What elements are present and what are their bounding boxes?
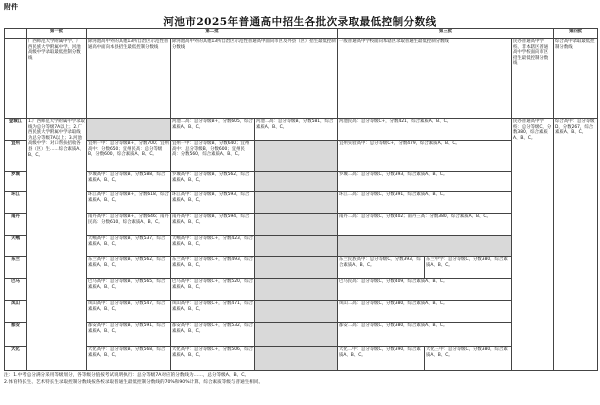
score-cell: 都安二高：总分等级C，分数380，综合素质A、B、C。: [338, 323, 512, 347]
score-cell: 河池二高：总分等级B，分数581，综合素质A、B、C。: [255, 119, 338, 141]
empty-cell: [255, 141, 338, 172]
table-row: [5, 214, 598, 236]
empty-cell: [255, 214, 338, 236]
score-cell: 环江高中：总分等级B+，分数618，综合素质A、B、C。: [87, 192, 171, 214]
score-cell: 凤山高中：总分等级C+，分数471，综合素质A、B、C。: [171, 301, 255, 323]
batch-1-header: 第一批: [27, 29, 87, 39]
empty-cell: [87, 119, 171, 141]
score-cell: 东兰中学：总分等级C，分数380，综合素质A、B、C。: [425, 257, 512, 279]
desc-col-1: 广西师范大学附属中学、广西民族大学附属中学、河池高级中学录取最低控制分数线: [27, 39, 87, 119]
footnote-2: 2.体育特长生、艺术特长生录取控制分数线按各校录取普通生最低控制分数线的70%和90%计算，综合素质等级与普通生相同。: [4, 379, 264, 385]
first-batch-cell: 1.广西师范大学附属中学录取线为总分等级7A以上；2.广西民族大学附属中学录取线为总分等级7A以上；3.河池高级中学：对口帮扶招收各县（区）生……综合素质A、B、C。: [27, 119, 87, 371]
footnotes: [4, 373, 596, 386]
score-cell: 大化二中：总分等级C，分数390，综合素质A、B、C。: [338, 347, 425, 371]
score-cell: 宜州一中：总分等级B+，分数700；宜州高中：分数650；宜州民高：总分等级B，分数600，综合素质A、B、C。: [87, 141, 171, 172]
empty-cell: [255, 301, 338, 323]
county-name: 宜州: [5, 141, 27, 172]
comprehensive-school-cell: 综合高中：总分等级D，分数267，综合素质A、B、C。: [554, 119, 598, 371]
score-cell: 巴马高中：总分等级C+，分数520，综合素质A、B、C。: [171, 279, 255, 301]
score-cell: 天峨高中：总分等级C+，分数423，综合素质A、B、C。: [171, 236, 255, 257]
page-title: 河池市2025年普通高中招生各批次录取最低控制分数线: [163, 16, 437, 28]
empty-cell: [255, 172, 338, 192]
score-cell: 凤山二高：总分等级C，分数380，综合素质A、B、C。: [338, 301, 512, 323]
empty-cell: [255, 192, 338, 214]
table-row: [5, 172, 598, 192]
score-cell: 东兰民族高中：总分等级C，分数393，综合素质A、B、C。: [338, 257, 425, 279]
county-name: 大化: [5, 347, 27, 371]
private-school-cell: 民办普通高中学校：总分等级C，分数380，综合素质A、B、C。: [512, 119, 554, 371]
empty-cell: [255, 257, 338, 279]
table-row: [5, 279, 598, 301]
attachment-label: 附件: [4, 3, 18, 11]
score-cell: 巴马高中：总分等级B，分数565，综合素质A、B、C。: [87, 279, 171, 301]
corner-cell: [5, 29, 27, 39]
empty-cell: [255, 323, 338, 347]
score-cell: 罗城高中：总分等级B，分数588，综合素质A、B、C。: [87, 172, 171, 192]
desc-col-3: 除河池高中外的其他13所自治区示范性普通高中面向市区及外县（区）招生最低控制分数线: [171, 39, 338, 119]
empty-cell: [255, 236, 338, 257]
desc-col-2: 除河池高中外的其他13所自治区示范性普通高中面向本县招生最低控制分数线: [87, 39, 171, 119]
score-cell: 东兰高中：总分等级B，分数562，综合素质A、B、C。: [87, 257, 171, 279]
score-cell: 大化高中：总分等级C+，分数506，综合素质A、B、C。: [171, 347, 255, 371]
county-name: 南丹: [5, 214, 27, 236]
score-cell: 南丹高中：总分等级B，分数594，综合素质A、B、C。: [171, 214, 255, 236]
desc-col-7: 综合高中录取最低控制分数线: [554, 39, 598, 119]
score-cell: 环江二高：总分等级C，分数391，综合素质A、B、C。: [338, 192, 512, 214]
score-cell: 南丹高中：总分等级B+，分数646；南丹民高：分数610，综合素质A、B、C。: [87, 214, 171, 236]
empty-cell: [255, 347, 338, 371]
batch-4-header: 第四批: [554, 29, 598, 39]
county-name: 环江: [5, 192, 27, 214]
table-row: [5, 301, 598, 323]
batch-3-header: 第三批: [338, 29, 554, 39]
score-cell: 宜州实验高中：总分等级C+，分数479，综合素质A、B、C。: [338, 141, 512, 172]
batch-header-row: [5, 29, 598, 39]
score-cell: 大化三中：总分等级C，分数380，综合素质A、B、C。: [425, 347, 512, 371]
score-cell: 南丹二高：总分等级C，分数402；南丹三高：分数380，综合素质A、B、C。: [338, 214, 512, 236]
desc-col-4: 一般普通高中学校面向本辖区录取普通生最低控制分数线: [338, 39, 512, 119]
score-cell: 河池二高：总分等级B+，分数605，综合素质A、B、C。: [171, 119, 255, 141]
score-cell: 罗城高中：总分等级B，分数562，综合素质A、B、C。: [171, 172, 255, 192]
county-name: 天峨: [5, 236, 27, 257]
empty-cell: [255, 279, 338, 301]
footnote-1: 注：1.中考总分满分采用等级划分，各等级分值按考试说明执行：总分等级7A对应的分数线为……，总分等级A、B、C。: [4, 373, 250, 378]
description-row: [5, 39, 598, 119]
county-name: 金城江: [5, 119, 27, 141]
table-row: [5, 347, 598, 371]
table-row: [5, 257, 598, 279]
score-cell: 东兰高中：总分等级C+，分数493，综合素质A、B、C。: [171, 257, 255, 279]
score-cell: 宜州一中：总分等级B，分数640；宜州高中：总分等级B，分数600；宜州民高：分数560，综合素质A、B、C。: [171, 141, 255, 172]
empty-cell: [338, 236, 512, 257]
desc-blank: [5, 39, 27, 119]
county-name: 凤山: [5, 301, 27, 323]
county-name: 罗城: [5, 172, 27, 192]
score-table: [4, 28, 598, 371]
county-name: 东兰: [5, 257, 27, 279]
score-cell: 罗城二高：总分等级C，分数393，综合素质A、B、C。: [338, 172, 512, 192]
table-row: [5, 323, 598, 347]
score-cell: 凤山高中：总分等级B，分数547，综合素质A、B、C。: [87, 301, 171, 323]
county-name: 都安: [5, 323, 27, 347]
score-cell: 巴马民高：总分等级C，分数409，综合素质A、B、C。: [338, 279, 512, 301]
table-row: [5, 192, 598, 214]
table-row: [5, 236, 598, 257]
score-cell: 都安高中：总分等级C+，分数532，综合素质A、B、C。: [171, 323, 255, 347]
county-name: 巴马: [5, 279, 27, 301]
score-cell: 都安高中：总分等级B，分数591，综合素质A、B、C。: [87, 323, 171, 347]
score-cell: 环江高中：总分等级B，分数593，综合素质A、B、C。: [171, 192, 255, 214]
table-row: [5, 119, 598, 141]
score-cell: 大化高中：总分等级B，分数568，综合素质A、B、C。: [87, 347, 171, 371]
score-cell: 河池民高：总分等级C+，分数421，综合素质A、B、C。: [338, 119, 512, 141]
batch-2-header: 第二批: [87, 29, 338, 39]
table-row: [5, 141, 598, 172]
desc-col-5: 民办普通高中学校、非本辖区普通高中学校面向市区招生最低控制分数线: [512, 39, 554, 119]
score-cell: 天峨高中：总分等级B，分数537，综合素质A、B、C。: [87, 236, 171, 257]
